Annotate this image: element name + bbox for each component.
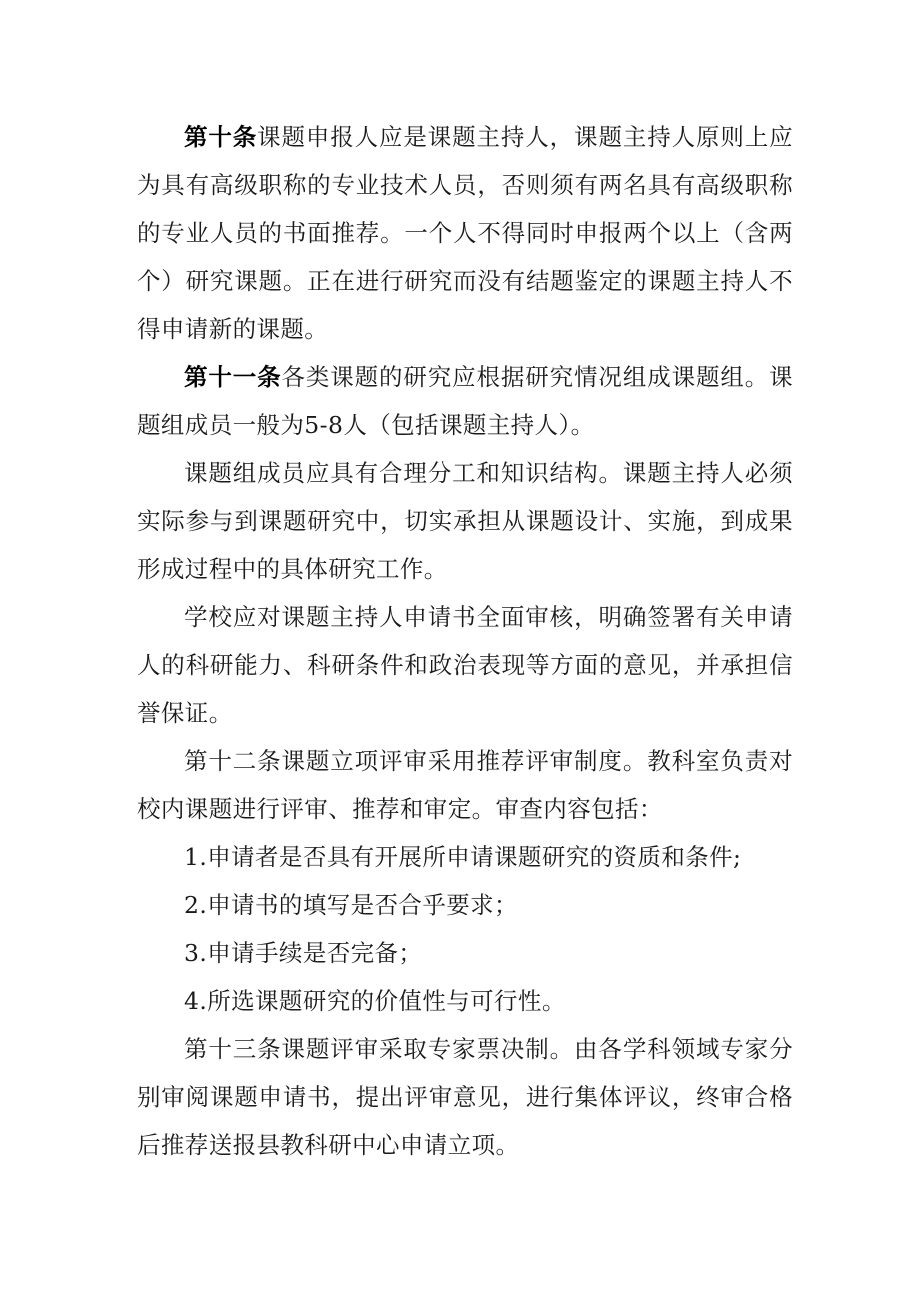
article-13-paragraph: [137, 1025, 793, 1169]
article-13-heading: 第十三条: [184, 1035, 282, 1063]
article-11-heading: 第十一条: [184, 363, 282, 391]
article-11-paragraph: [137, 353, 793, 449]
review-item-1: 1.申请者是否具有开展所申请课题研究的资质和条件;: [184, 843, 742, 871]
article-12-text: 课题立项评审采用推荐评审制度。教科室负责对校内课题进行评审、推荐和审定。审查内容包括：: [137, 747, 793, 823]
article-10-heading: 第十条: [184, 123, 258, 151]
article-13-text: 课题评审采取专家票决制。由各学科领域专家分别审阅课题申请书，提出评审意见，进行集体评议，终审合格后推荐送报县教科研中心申请立项。: [137, 1035, 793, 1159]
review-item-4: 4.所选课题研究的价值性与可行性。: [184, 987, 566, 1015]
article-10-paragraph: [137, 113, 793, 353]
article-11-text: 各类课题的研究应根据研究情况组成课题组。课题组成员一般为5-8人（包括课题主持人）。: [137, 363, 793, 439]
article-12-paragraph: [137, 737, 793, 833]
school-review-paragraph: 学校应对课题主持人申请书全面审核，明确签署有关申请人的科研能力、科研条件和政治表现等方面的意见，并承担信誉保证。: [137, 603, 793, 727]
team-structure-paragraph: 课题组成员应具有合理分工和知识结构。课题主持人必须实际参与到课题研究中，切实承担从课题设计、实施，到成果形成过程中的具体研究工作。: [137, 459, 793, 583]
article-10-text: 课题申报人应是课题主持人，课题主持人原则上应为具有高级职称的专业技术人员，否则须有两名具有高级职称的专业人员的书面推荐。一个人不得同时申报两个以上（含两个）研究课题。正在进行研究而没有结题鉴定的课题主持人不得申请新的课题。: [137, 123, 793, 343]
review-item-3: 3.申请手续是否完备；: [184, 939, 423, 967]
review-item-2: 2.申请书的填写是否合乎要求；: [184, 891, 518, 919]
article-12-heading: 第十二条: [184, 747, 282, 775]
